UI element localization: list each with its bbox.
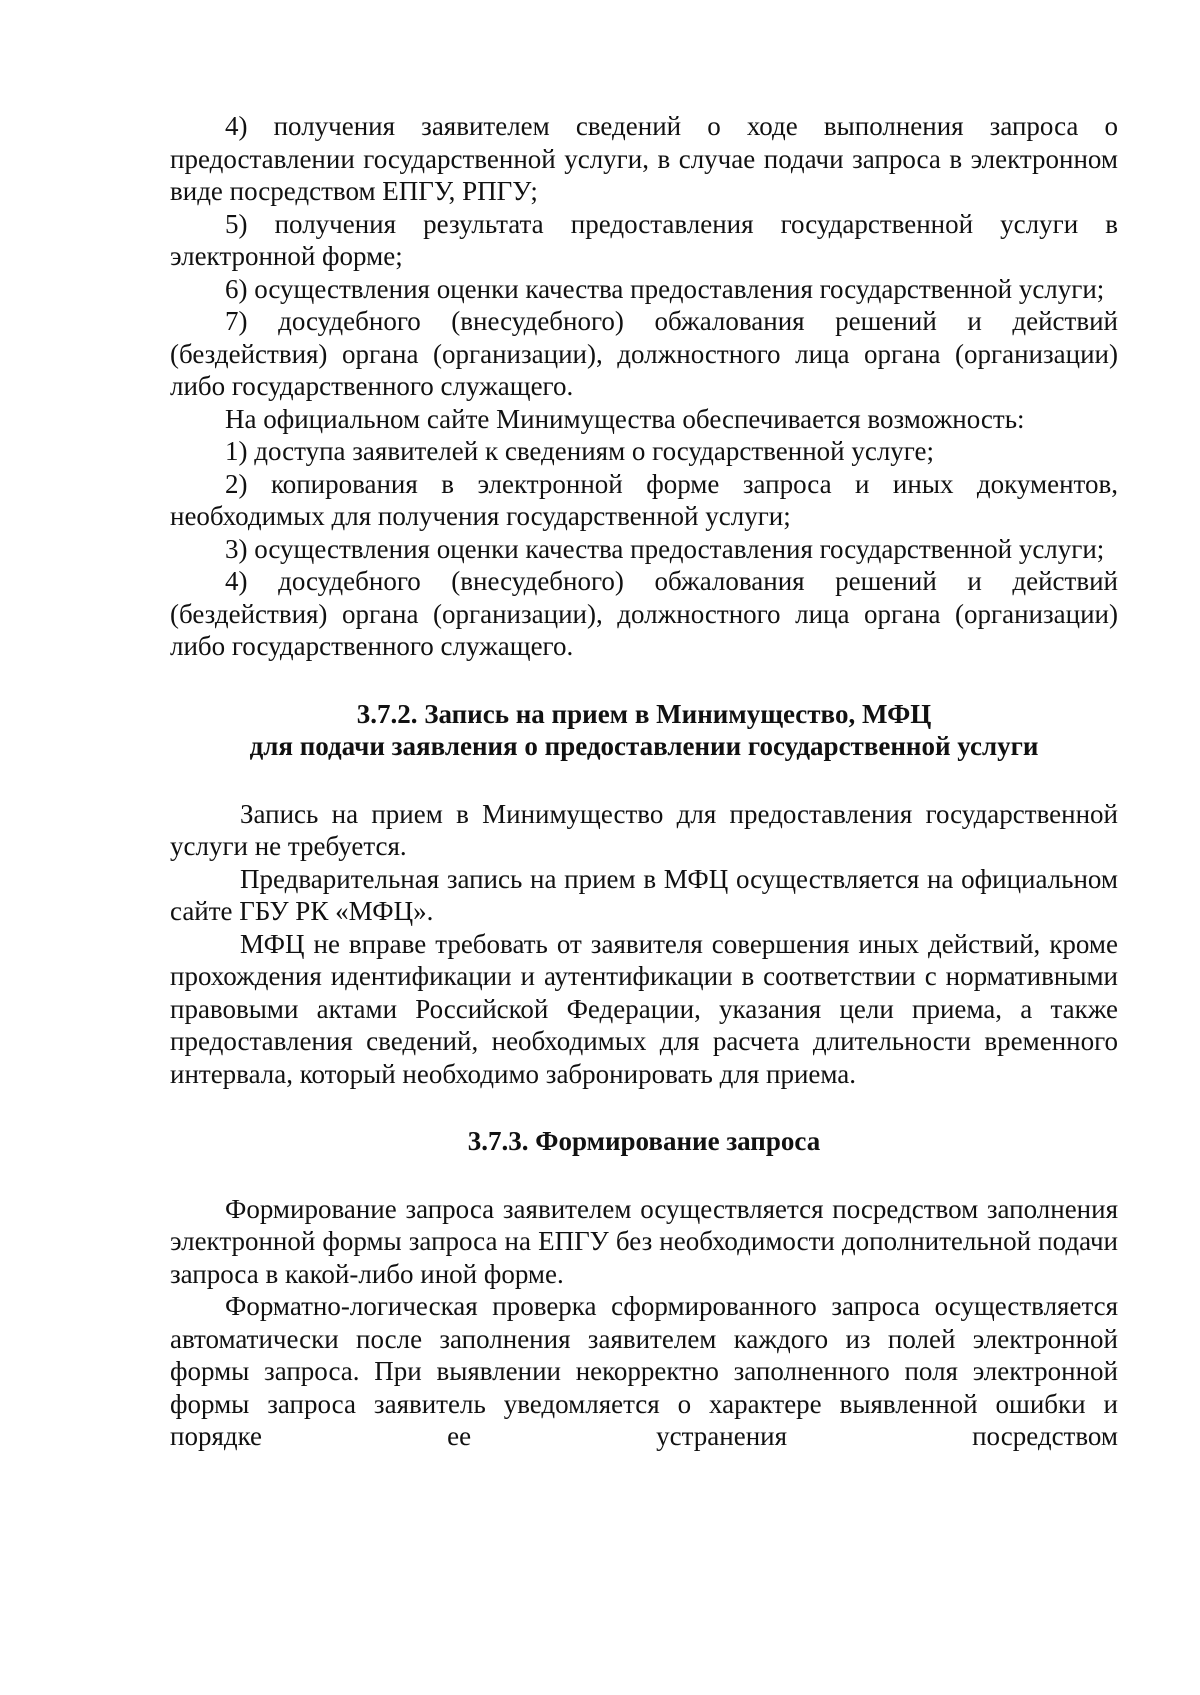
section-372-heading-line2: для подачи заявления о предоставлении государственной услуги [249,731,1039,761]
spacer [170,1090,1118,1125]
document-page [170,110,1118,1453]
list1-item-6: 6) осуществления оценки качества предоставления государственной услуги; [225,273,1105,304]
spacer [170,663,1118,698]
spacer [170,1158,1118,1193]
spacer [170,763,1118,798]
list1-item-4: 4) получения заявителем сведений о ходе выполнения запроса о предоставлении государственной услуги, в случае подачи запроса в электронном виде посредством ЕПГУ, РПГУ; [170,111,1118,206]
list2-item-2: 2) копирования в электронной форме запроса и иных документов, необходимых для получения государственной услуги; [170,468,1118,531]
section-373-paragraph: Форматно-логическая проверка сформированного запроса осуществляется автоматически после заполнения заявителем каждого из полей электронной формы запроса. При выявлении некорректно заполненного поля электронной формы запроса заявитель уведомляется о характере выявленной ошибки и порядке ее устранения посредством [170,1291,1118,1451]
section-372-heading-line1: 3.7.2. Запись на прием в Минимущество, МФЦ [356,698,932,729]
section-372-paragraph: Запись на прием в Минимущество для предоставления государственной услуги не требуется. [170,798,1118,861]
list2-item-4: 4) досудебного (внесудебного) обжалования решений и действий (бездействия) органа (организации), должностного лица органа (организации) либо государственного служащего. [170,566,1118,661]
list2-item-1: 1) доступа заявителей к сведениям о государственной услуге; [225,436,935,466]
section-373-heading: 3.7.3. Формирование запроса [467,1126,821,1156]
list1-item-5: 5) получения результата предоставления государственной услуги в электронной форме; [170,208,1118,271]
list1-item-7: 7) досудебного (внесудебного) обжалования решений и действий (бездействия) органа (организации), должностного лица органа (организации) либо государственного служащего. [170,306,1118,401]
site-intro: На официальном сайте Минимущества обеспечивается возможность: [225,403,1025,434]
list2-item-3: 3) осуществления оценки качества предоставления государственной услуги; [225,533,1105,564]
section-372-paragraph: МФЦ не вправе требовать от заявителя совершения иных действий, кроме прохождения идентификации и аутентификации в соответствии с нормативными правовыми актами Российской Федерации, указания цели приема, а также предоставления сведений, необходимых для расчета длительности временного интервала, который необходимо забронировать для приема. [170,928,1118,1089]
section-373-paragraph: Формирование запроса заявителем осуществляется посредством заполнения электронной формы запроса на ЕПГУ без необходимости дополнительной подачи запроса в какой-либо иной форме. [170,1193,1118,1289]
section-372-paragraph: Предварительная запись на прием в МФЦ осуществляется на официальном сайте ГБУ РК «МФЦ». [170,863,1118,926]
